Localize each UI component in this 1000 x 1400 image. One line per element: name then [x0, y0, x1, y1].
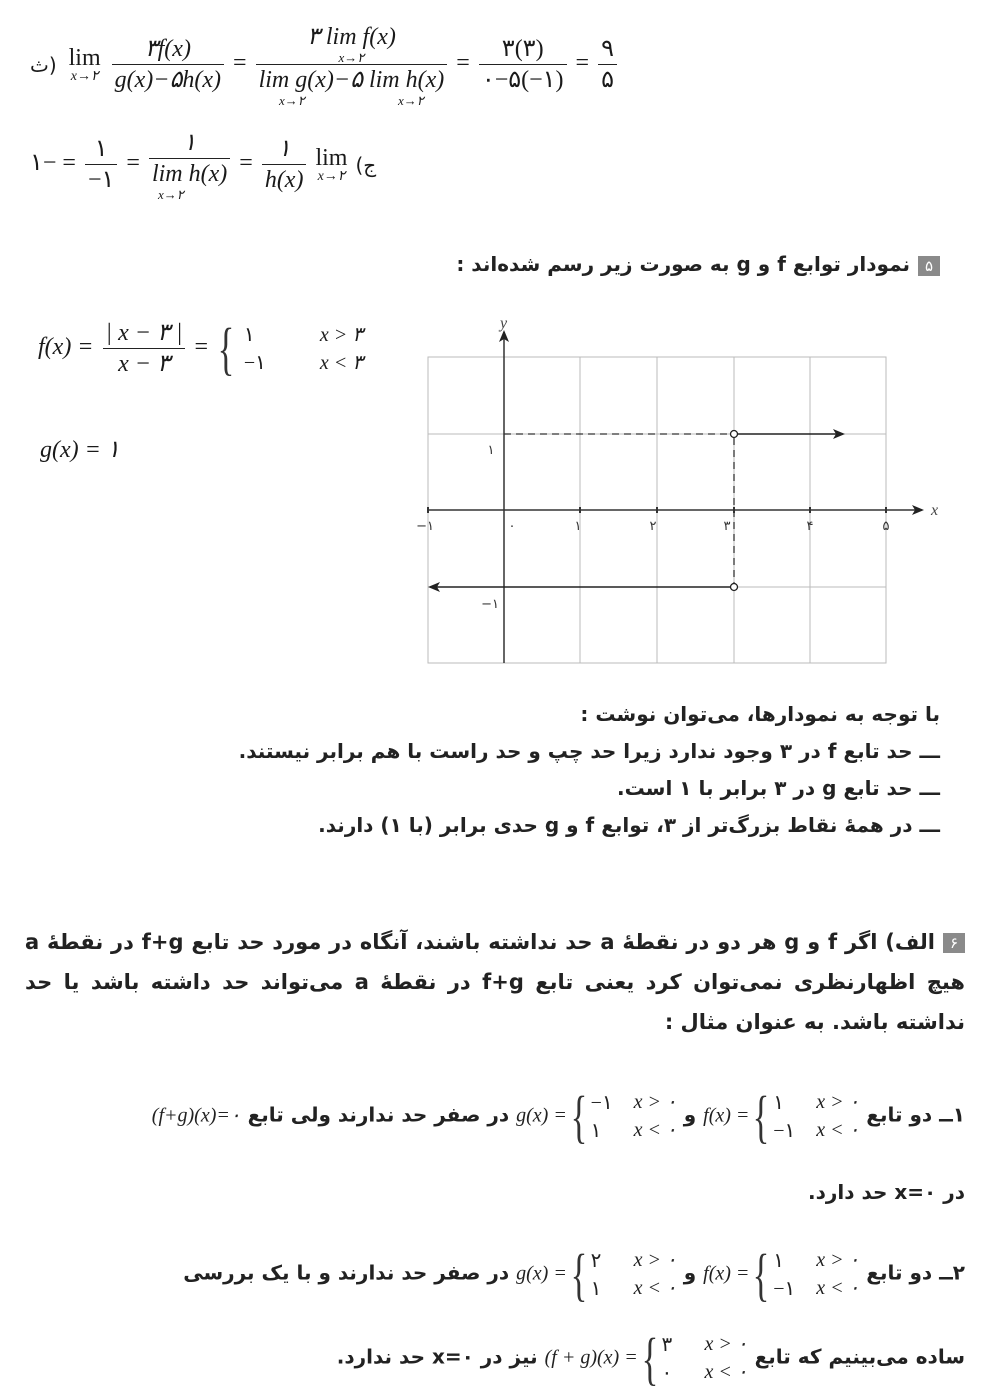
- x-tick-label: ۲: [649, 519, 657, 534]
- example-1-line2: در x=۰ حد دارد.: [807, 1180, 965, 1204]
- f-cases: ۱ x > ۳ −۱ x < ۳: [243, 323, 363, 374]
- note-item: ـــ در همهٔ نقاط بزرگ‌تر از ۳، توابع f و g حدی برابر (با ۱) دارند.: [318, 813, 940, 837]
- limit-equation-th: ث) lim x→۲ $\frac{۳f(x)}{g(x)-۵h(x)}$ = ۳ lim f(x) x→۲ lim g(x)−۵ lim h(x) x→۲ x→۲ = $\frac{۳(۳)}{۰-۵(-۱)}$ = $\frac{۹}{۵}$: [30, 22, 620, 107]
- y-axis-label: y: [500, 315, 508, 332]
- fraction-2: ۳ lim f(x) x→۲ lim g(x)−۵ lim h(x) x→۲ x→۲: [256, 22, 448, 107]
- fraction-1: $\frac{۳f(x)}{g(x)-۵h(x)}$: [112, 34, 224, 95]
- x-tick-label: ۵: [882, 519, 890, 534]
- result: = −۱: [30, 150, 76, 177]
- y-tick-label: ۱: [487, 443, 495, 458]
- section-number-badge: ۶: [943, 933, 965, 953]
- notes-intro: با توجه به نمودارها، می‌توان نوشت :: [580, 702, 940, 726]
- section-5-heading: ۵نمودار توابع f و g به صورت زیر رسم شده‌اند :: [240, 252, 940, 276]
- lim-operator: lim x→۲: [315, 144, 348, 184]
- open-point-top: [731, 431, 738, 438]
- x-tick-label: −۱: [416, 519, 434, 534]
- x-tick-label: ۰: [508, 519, 516, 534]
- part-label-j: ج): [355, 152, 377, 177]
- fraction-1: $\frac{۱}{h(x)}$: [262, 134, 307, 195]
- note-item: ـــ حد تابع f در ۳ وجود ندارد زیرا حد چپ و حد راست با هم برابر نیستند.: [238, 739, 940, 763]
- fraction-3: $\frac{۱}{-۱}$: [85, 134, 117, 195]
- example-1: ۱ــ دو تابع x > ۰ x < ۰ f(x) ={ ۱ −۱ و x > ۰ x < ۰ g(x) ={ −۱ ۱ در صفر حد ندارند ولی تابع (f+g)(x)=۰: [151, 1084, 965, 1149]
- x-tick-label: ۱: [574, 519, 582, 534]
- x-axis-label: x: [931, 502, 939, 519]
- limit-equation-j: ج) lim x→۲ $\frac{۱}{h(x)}$ = ۱ lim h(x) x→۲ = $\frac{۱}{-۱}$ = −۱: [30, 130, 377, 202]
- lim-operator: lim x→۲: [68, 44, 101, 84]
- y-tick-label: −۱: [481, 597, 499, 612]
- example-2-line2: ساده می‌بینیم که تابع x > ۰ x < ۰ (f + g)(x) ={ ۳ ۰ نیز در x=۰ حد ندارد.: [336, 1326, 965, 1391]
- f-definition: f(x) = $\frac{| x - ۳ |}{x - ۳}$ = { ۱ x > ۳ −۱ x < ۳: [38, 315, 363, 381]
- part-label-th: ث): [30, 52, 57, 77]
- example-2: ۲ــ دو تابع x > ۰ x < ۰ f(x) ={ ۱ −۱ و x > ۰ x < ۰ g(x) ={ ۲ ۱ در صفر حد ندارند و با یک بررسی: [183, 1242, 965, 1307]
- section-number-badge: ۵: [918, 256, 940, 276]
- fraction-2: ۱ lim h(x) x→۲: [149, 128, 230, 201]
- section-6-paragraph: ۶الف) اگر f و g هر دو در نقطهٔ a حد نداشته باشند، آنگاه در مورد حد تابع f+g در نقطهٔ a هیچ اظهارنظری نمی‌توان کرد یعنی تابع f+g در نقطهٔ a می‌تواند حد داشته باشد یا حد نداشته باشد. به عنوان مثال :: [25, 930, 965, 1034]
- x-tick-label: ۴: [806, 519, 814, 534]
- g-definition: g(x) = ۱: [40, 437, 120, 463]
- function-graph: [410, 310, 950, 680]
- fraction-4: $\frac{۹}{۵}$: [598, 34, 617, 95]
- x-tick-label: ۳: [723, 519, 731, 534]
- note-item: ـــ حد تابع g در ۳ برابر با ۱ است.: [617, 776, 940, 800]
- notes-block: [220, 696, 940, 844]
- fraction-3: $\frac{۳(۳)}{۰-۵(-۱)}$: [479, 34, 567, 95]
- open-point-bottom: [731, 584, 738, 591]
